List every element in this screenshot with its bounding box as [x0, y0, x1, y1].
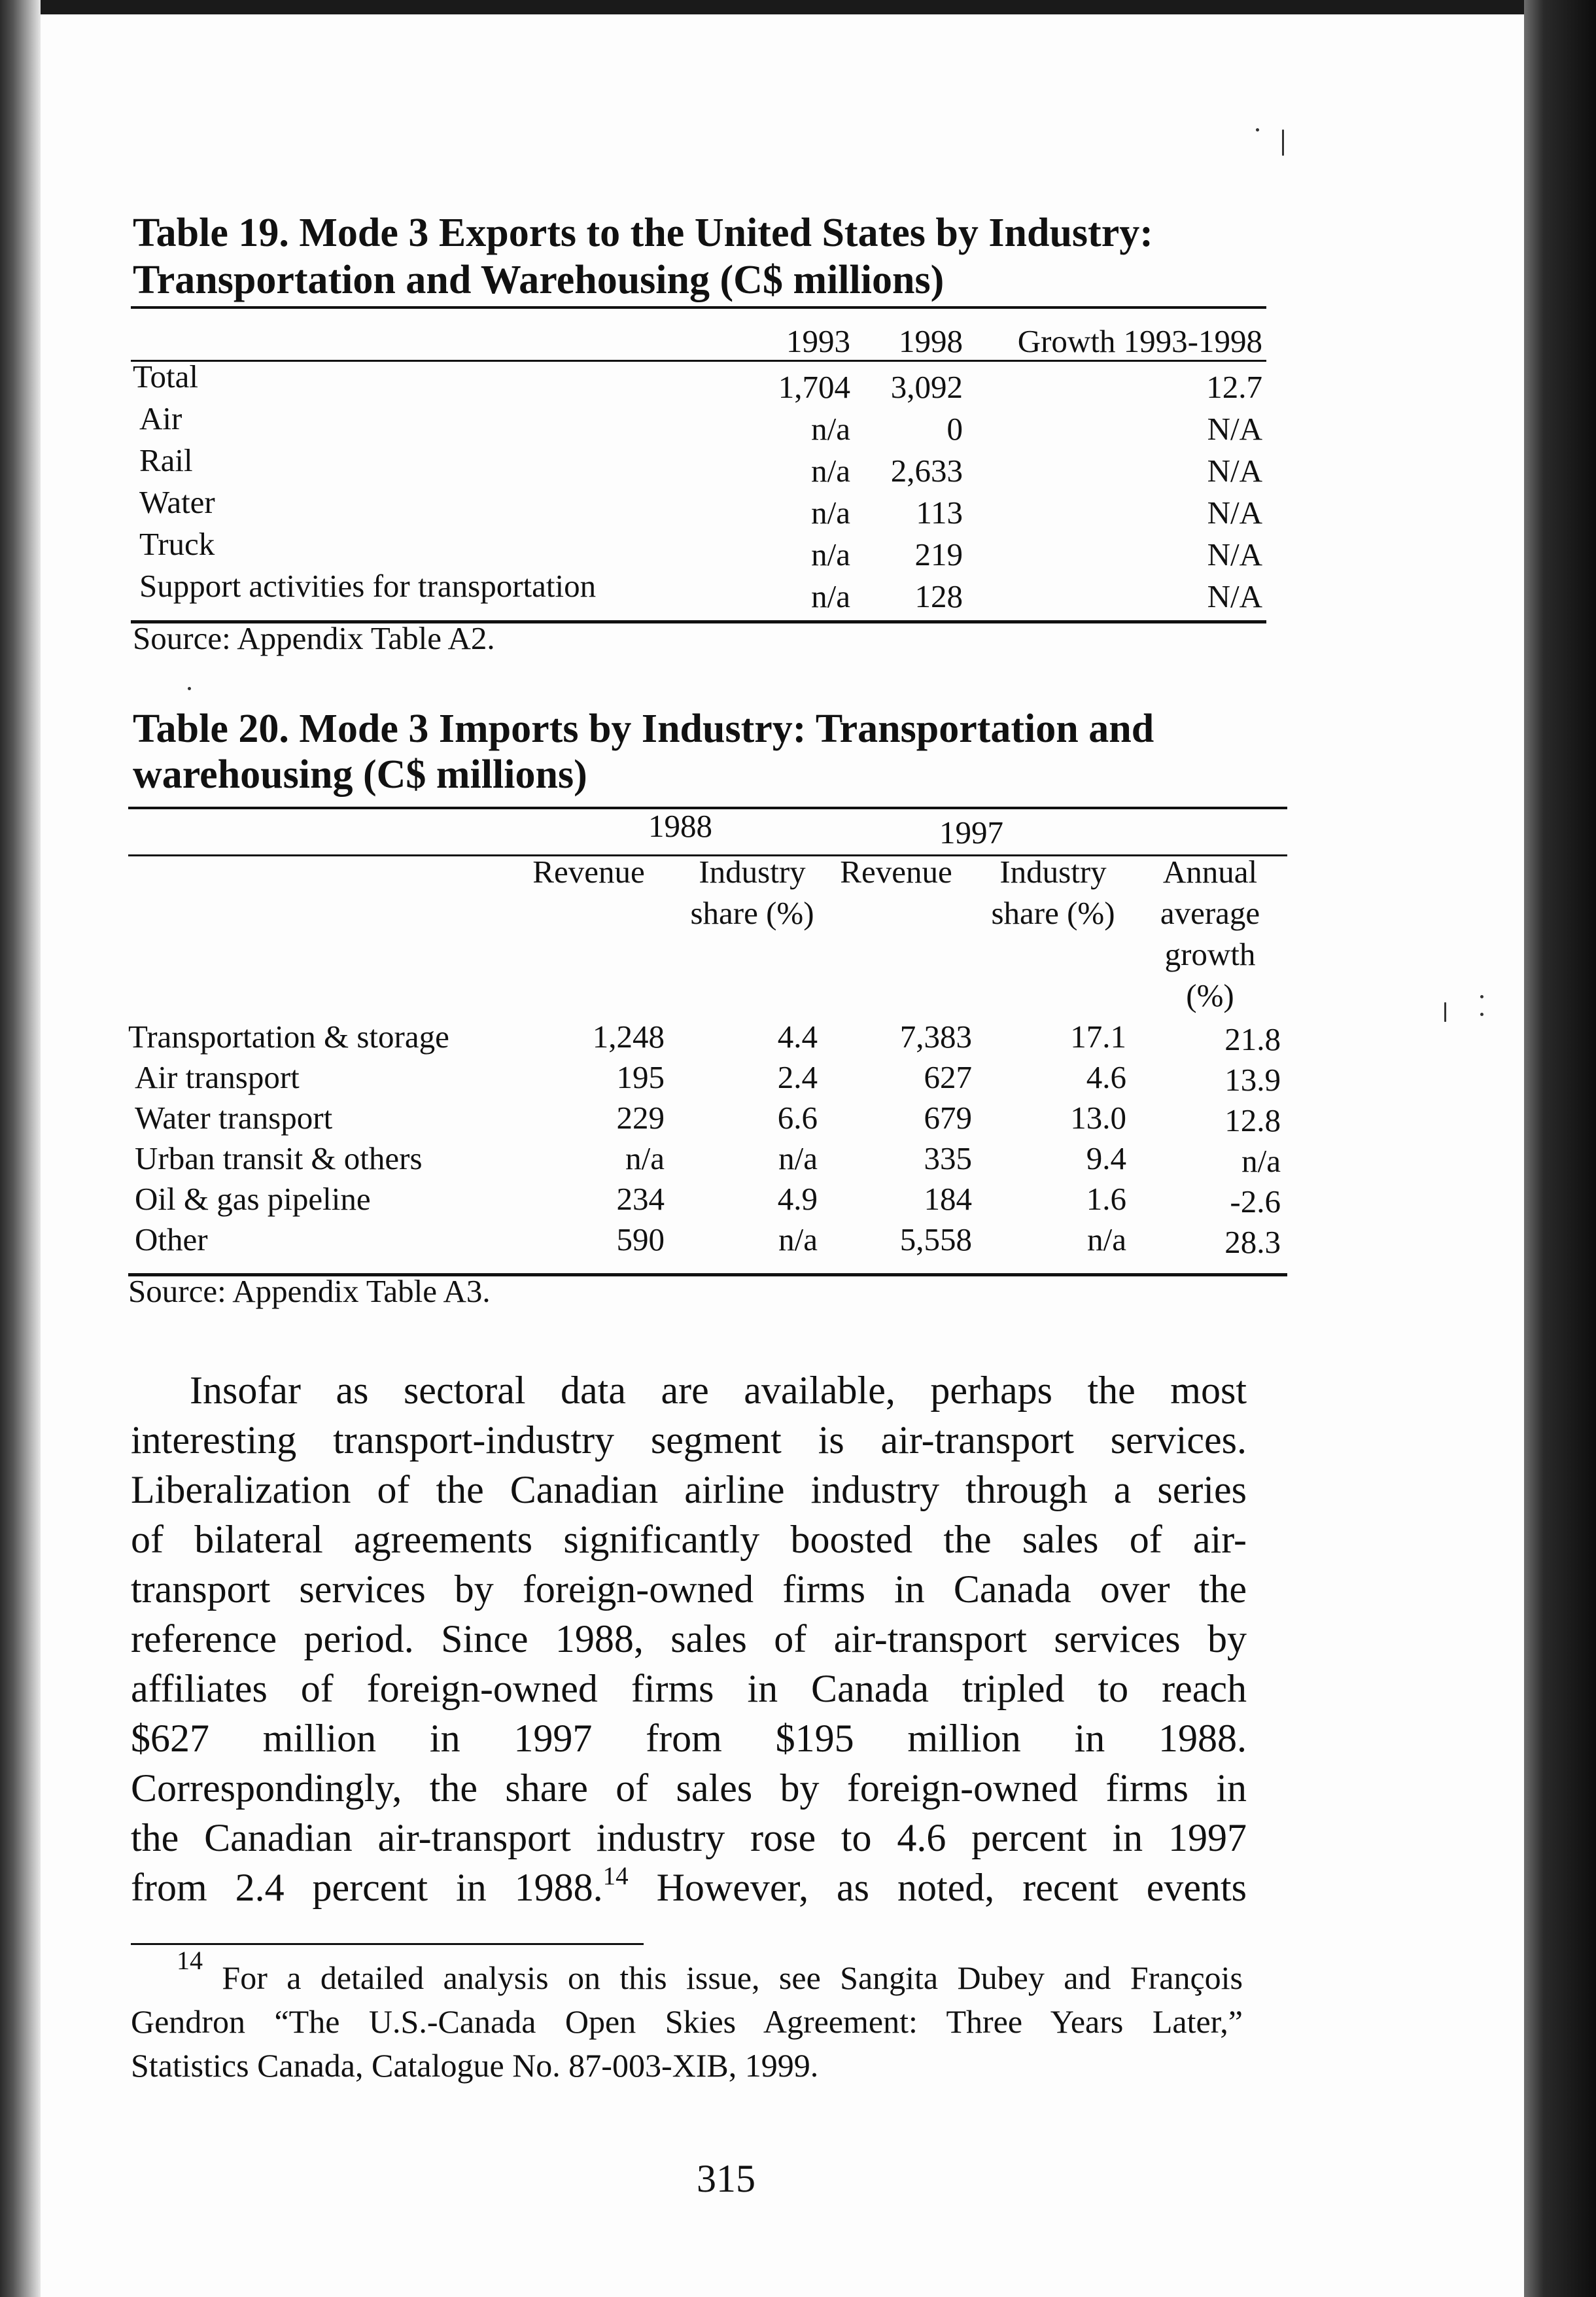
body-line: affiliates of foreign-owned firms in Canada tripled to reach	[131, 1667, 1247, 1710]
table20-cell-revenue-1997: 5,558	[899, 1221, 972, 1257]
table19-title-line1: Table 19. Mode 3 Exports to the United States by Industry:	[133, 211, 1153, 255]
table19-cell-growth: N/A	[1207, 578, 1262, 614]
table19-cell-1993: n/a	[811, 536, 850, 572]
table20-title-line2: warehousing (C$ millions)	[133, 752, 587, 797]
table19-row-label: Water	[139, 484, 215, 520]
table20-row-label: Air transport	[135, 1059, 300, 1095]
table19-cell-1993: n/a	[811, 578, 850, 614]
footnote-reference[interactable]: 14	[602, 1862, 629, 1891]
table19-cell-1993: n/a	[811, 495, 850, 531]
table19-source: Source: Appendix Table A2.	[133, 620, 495, 656]
table20-header-share-1997-l2: share (%)	[991, 895, 1115, 931]
table20-cell-share-1988: 4.4	[777, 1019, 818, 1055]
table20-cell-growth: 21.8	[1224, 1021, 1281, 1057]
table19-cell-growth: N/A	[1207, 536, 1262, 572]
table20-cell-growth: -2.6	[1230, 1184, 1281, 1219]
table20-cell-share-1988: 2.4	[777, 1059, 818, 1095]
table20-year-1997: 1997	[939, 815, 1003, 850]
body-line: transport services by foreign-owned firms in Canada over the	[131, 1568, 1247, 1611]
table19-cell-1993: n/a	[811, 453, 850, 489]
page-number: 315	[697, 2157, 755, 2200]
table20-cell-growth: 12.8	[1224, 1102, 1281, 1138]
table19-header-1998: 1998	[899, 323, 963, 359]
body-line: $627 million in 1997 from $195 million in 1988.	[131, 1717, 1247, 1760]
table20-cell-revenue-1988: n/a	[625, 1140, 665, 1176]
scan-border-right	[1524, 0, 1596, 2297]
table19-header-rule	[131, 360, 1266, 362]
table20-cell-share-1997: n/a	[1087, 1221, 1126, 1257]
table19-cell-growth: N/A	[1207, 495, 1262, 531]
table20-cell-revenue-1988: 590	[616, 1221, 665, 1257]
table20-cell-share-1997: 4.6	[1086, 1059, 1126, 1095]
table20-cell-revenue-1997: 184	[924, 1181, 972, 1217]
scan-speck	[1480, 1013, 1483, 1016]
table19-cell-1998: 113	[916, 495, 963, 531]
table20-row-label: Water transport	[135, 1100, 333, 1136]
table20-cell-share-1997: 1.6	[1086, 1181, 1126, 1217]
table20-cell-growth: 13.9	[1224, 1062, 1281, 1098]
footnote-line2: Gendron “The U.S.-Canada Open Skies Agreement: Three Years Later,”	[131, 2003, 1243, 2040]
table20-header-growth-l2: average	[1160, 895, 1260, 931]
table20-row-label: Oil & gas pipeline	[135, 1181, 371, 1217]
body-line: reference period. Since 1988, sales of air-transport services by	[131, 1617, 1247, 1660]
body-last-after: However, as noted, recent events	[628, 1866, 1247, 1909]
table20-cell-share-1988: n/a	[778, 1140, 818, 1176]
scan-border-left	[0, 0, 41, 2297]
footnote-number: 14	[177, 1946, 203, 1976]
table20-header-share-1997-l1: Industry	[999, 854, 1107, 890]
table20-cell-revenue-1997: 627	[924, 1059, 972, 1095]
table20-header-growth-l1: Annual	[1162, 854, 1258, 890]
table19-cell-1998: 219	[914, 536, 963, 572]
scan-speck	[1480, 995, 1483, 998]
table20-header-revenue-1988: Revenue	[532, 854, 645, 890]
table20-source: Source: Appendix Table A3.	[128, 1273, 491, 1309]
table19-top-rule	[131, 306, 1266, 309]
footnote-line1: $^{14}$ For a detailed analysis on this issue, see Sangita Dubey and François	[177, 1946, 1243, 1996]
table20-header-share-1988-l2: share (%)	[690, 895, 814, 931]
table20-header-share-1988-l1: Industry	[699, 854, 806, 890]
table19-cell-1993: n/a	[811, 411, 850, 447]
table20-cell-share-1997: 17.1	[1070, 1019, 1126, 1055]
table19-cell-1998: 2,633	[890, 453, 963, 489]
table20-cell-revenue-1997: 679	[924, 1100, 972, 1136]
table19-row-label: Air	[139, 400, 182, 436]
body-line: interesting transport-industry segment is air-transport services.	[131, 1418, 1247, 1462]
table20-cell-revenue-1988: 229	[616, 1100, 665, 1136]
table20-header-growth-l3: growth	[1164, 936, 1256, 972]
body-line: the Canadian air-transport industry rose to 4.6 percent in 1997	[131, 1816, 1247, 1859]
scan-speck	[1256, 128, 1259, 132]
table19-cell-1998: 0	[946, 411, 963, 447]
table19-row-label: Rail	[139, 442, 193, 478]
body-line: Liberalization of the Canadian airline industry through a series	[131, 1468, 1247, 1511]
table20-row-label: Other	[135, 1221, 208, 1257]
table19-title-line2: Transportation and Warehousing (C$ millions)	[133, 258, 945, 302]
footnote	[131, 1946, 1243, 2088]
table20-row-label: Urban transit & others	[135, 1140, 423, 1176]
table19-cell-1998: 128	[914, 578, 963, 614]
table20-cell-growth: n/a	[1241, 1143, 1281, 1179]
footnote-line3: Statistics Canada, Catalogue No. 87-003-XIB, 1999.	[131, 2047, 819, 2084]
table20-title-line1: Table 20. Mode 3 Imports by Industry: Transportation and	[133, 707, 1154, 751]
scan-speck	[1282, 130, 1284, 156]
table19-header-1993: 1993	[786, 323, 850, 359]
footnote-separator	[131, 1943, 644, 1945]
table19-cell-growth: N/A	[1207, 453, 1262, 489]
table20-cell-revenue-1988: 1,248	[592, 1019, 665, 1055]
body-line-last	[131, 1863, 1247, 1912]
table20-cell-revenue-1997: 335	[924, 1140, 972, 1176]
table20-cell-share-1997: 13.0	[1070, 1100, 1126, 1136]
table20-year-1988: 1988	[648, 808, 712, 844]
table19-cell-1993: 1,704	[778, 369, 850, 405]
table20-cell-share-1997: 9.4	[1086, 1140, 1126, 1176]
table19-cell-growth: 12.7	[1206, 369, 1262, 405]
body-line: Correspondingly, the share of sales by foreign-owned firms in	[131, 1766, 1247, 1810]
table19-cell-growth: N/A	[1207, 411, 1262, 447]
table20-cell-share-1988: 4.9	[777, 1181, 818, 1217]
table19-row-label: Support activities for transportation	[139, 568, 597, 604]
table20-cell-revenue-1997: 7,383	[899, 1019, 972, 1055]
table19-row-label: Truck	[139, 526, 215, 562]
table20-header-revenue-1997: Revenue	[840, 854, 952, 890]
table19-cell-1998: 3,092	[890, 369, 963, 405]
body-last-before: from 2.4 percent in 1988.	[131, 1866, 603, 1909]
table20-cell-revenue-1988: 195	[616, 1059, 665, 1095]
table20-cell-share-1988: n/a	[778, 1221, 818, 1257]
table20-cell-revenue-1988: 234	[616, 1181, 665, 1217]
scan-speck	[188, 687, 191, 690]
table20-cell-growth: 28.3	[1224, 1224, 1281, 1260]
body-line: Insofar as sectoral data are available, perhaps the most	[190, 1369, 1247, 1412]
body-line: of bilateral agreements significantly boosted the sales of air-	[131, 1518, 1247, 1561]
table20-row-label: Transportation & storage	[128, 1019, 449, 1055]
scan-speck	[1444, 1002, 1446, 1022]
body-paragraph	[131, 1365, 1247, 1912]
table19-row-label: Total	[133, 359, 198, 395]
scan-border-top	[0, 0, 1596, 14]
table20-cell-share-1988: 6.6	[777, 1100, 818, 1136]
table19-header-growth: Growth 1993-1998	[1017, 323, 1262, 359]
table20-header-growth-l4: (%)	[1186, 977, 1234, 1013]
